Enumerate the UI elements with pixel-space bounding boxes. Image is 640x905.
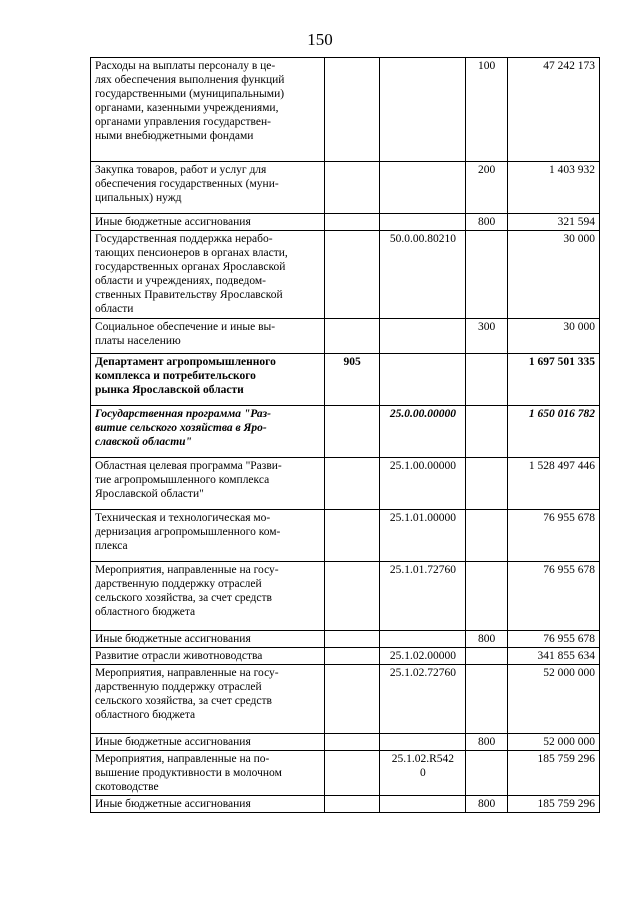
row-department-code (324, 665, 380, 734)
row-expense-type (466, 510, 507, 562)
row-department-code (324, 648, 380, 665)
row-amount: 76 955 678 (507, 562, 599, 631)
table-row (91, 631, 600, 648)
row-amount: 47 242 173 (507, 58, 599, 162)
page-number: 150 (307, 30, 333, 49)
row-target-article: 25.1.01.72760 (380, 562, 466, 631)
row-amount: 76 955 678 (507, 631, 599, 648)
row-expense-type (466, 562, 507, 631)
row-target-article (380, 734, 466, 751)
row-expense-type: 300 (466, 319, 507, 354)
row-target-article (380, 162, 466, 214)
row-expense-type (466, 751, 507, 796)
row-description: Закупка товаров, работ и услуг для обеспечения государственных (муни- ципальных) нужд (91, 162, 325, 214)
table-row (91, 648, 600, 665)
row-expense-type: 800 (466, 734, 507, 751)
row-department-code (324, 751, 380, 796)
row-description: Иные бюджетные ассигнования (91, 796, 325, 813)
row-target-article: 25.1.00.00000 (380, 458, 466, 510)
row-expense-type: 800 (466, 214, 507, 231)
row-department-code (324, 734, 380, 751)
row-target-article (380, 796, 466, 813)
table-row (91, 734, 600, 751)
row-description: Техническая и технологическая мо- дернизация агропромышленного ком- плекса (91, 510, 325, 562)
row-amount: 1 650 016 782 (507, 406, 599, 458)
row-amount: 1 697 501 335 (507, 354, 599, 406)
table-row (91, 562, 600, 631)
row-department-code (324, 214, 380, 231)
row-department-code (324, 58, 380, 162)
row-description: Государственная поддержка нерабо- тающих пенсионеров в органах власти, государственных органах Ярославской области и учреждениях, подведом- ственных Правительству Ярославской области (91, 231, 325, 319)
row-description: Мероприятия, направленные на по- вышение продуктивности в молочном скотоводстве (91, 751, 325, 796)
table-row (91, 231, 600, 319)
row-amount: 185 759 296 (507, 796, 599, 813)
table-row (91, 354, 600, 406)
row-expense-type (466, 665, 507, 734)
row-amount: 52 000 000 (507, 665, 599, 734)
row-description: Государственная программа "Раз- витие сельского хозяйства в Яро- славской области" (91, 406, 325, 458)
row-target-article: 25.1.01.00000 (380, 510, 466, 562)
row-description: Иные бюджетные ассигнования (91, 214, 325, 231)
row-department-code (324, 562, 380, 631)
row-expense-type: 100 (466, 58, 507, 162)
table-row (91, 458, 600, 510)
row-description: Мероприятия, направленные на госу- дарственную поддержку отраслей сельского хозяйства, за счет средств областного бюджета (91, 562, 325, 631)
row-department-code (324, 162, 380, 214)
row-expense-type (466, 458, 507, 510)
row-target-article: 50.0.00.80210 (380, 231, 466, 319)
table-row (91, 214, 600, 231)
row-description: Департамент агропромышленного комплекса и потребительского рынка Ярославской области (91, 354, 325, 406)
row-department-code (324, 319, 380, 354)
table-row (91, 751, 600, 796)
table-row (91, 510, 600, 562)
row-department-code (324, 458, 380, 510)
row-department-code (324, 510, 380, 562)
row-amount: 52 000 000 (507, 734, 599, 751)
row-description: Областная целевая программа "Разви- тие агропромышленного комплекса Ярославской области" (91, 458, 325, 510)
row-expense-type (466, 406, 507, 458)
row-amount: 30 000 (507, 231, 599, 319)
table-row (91, 58, 600, 162)
row-department-code: 905 (324, 354, 380, 406)
row-target-article: 25.1.02.R542 0 (380, 751, 466, 796)
table-row (91, 162, 600, 214)
row-department-code (324, 631, 380, 648)
table-row (91, 406, 600, 458)
row-expense-type: 800 (466, 796, 507, 813)
row-target-article: 25.1.02.00000 (380, 648, 466, 665)
row-description: Мероприятия, направленные на госу- дарственную поддержку отраслей сельского хозяйства, за счет средств областного бюджета (91, 665, 325, 734)
table-row (91, 796, 600, 813)
table-row (91, 319, 600, 354)
row-description: Социальное обеспечение и иные вы- платы населению (91, 319, 325, 354)
row-target-article (380, 631, 466, 648)
row-amount: 341 855 634 (507, 648, 599, 665)
row-department-code (324, 796, 380, 813)
row-department-code (324, 406, 380, 458)
row-target-article (380, 319, 466, 354)
row-amount: 1 403 932 (507, 162, 599, 214)
row-expense-type (466, 231, 507, 319)
row-target-article (380, 58, 466, 162)
row-amount: 76 955 678 (507, 510, 599, 562)
row-description: Расходы на выплаты персоналу в це- лях обеспечения выполнения функций государственными (муниципальными) органами, казенными учреждениями, органами управления государствен- ными внебюджетными фондами (91, 58, 325, 162)
row-department-code (324, 231, 380, 319)
row-description: Развитие отрасли животноводства (91, 648, 325, 665)
row-target-article (380, 354, 466, 406)
row-amount: 30 000 (507, 319, 599, 354)
row-amount: 1 528 497 446 (507, 458, 599, 510)
row-target-article: 25.1.02.72760 (380, 665, 466, 734)
row-expense-type (466, 354, 507, 406)
row-description: Иные бюджетные ассигнования (91, 734, 325, 751)
row-expense-type: 200 (466, 162, 507, 214)
row-amount: 185 759 296 (507, 751, 599, 796)
row-description: Иные бюджетные ассигнования (91, 631, 325, 648)
row-expense-type: 800 (466, 631, 507, 648)
row-expense-type (466, 648, 507, 665)
row-target-article: 25.0.00.00000 (380, 406, 466, 458)
budget-table (90, 57, 600, 813)
row-amount: 321 594 (507, 214, 599, 231)
row-target-article (380, 214, 466, 231)
table-row (91, 665, 600, 734)
